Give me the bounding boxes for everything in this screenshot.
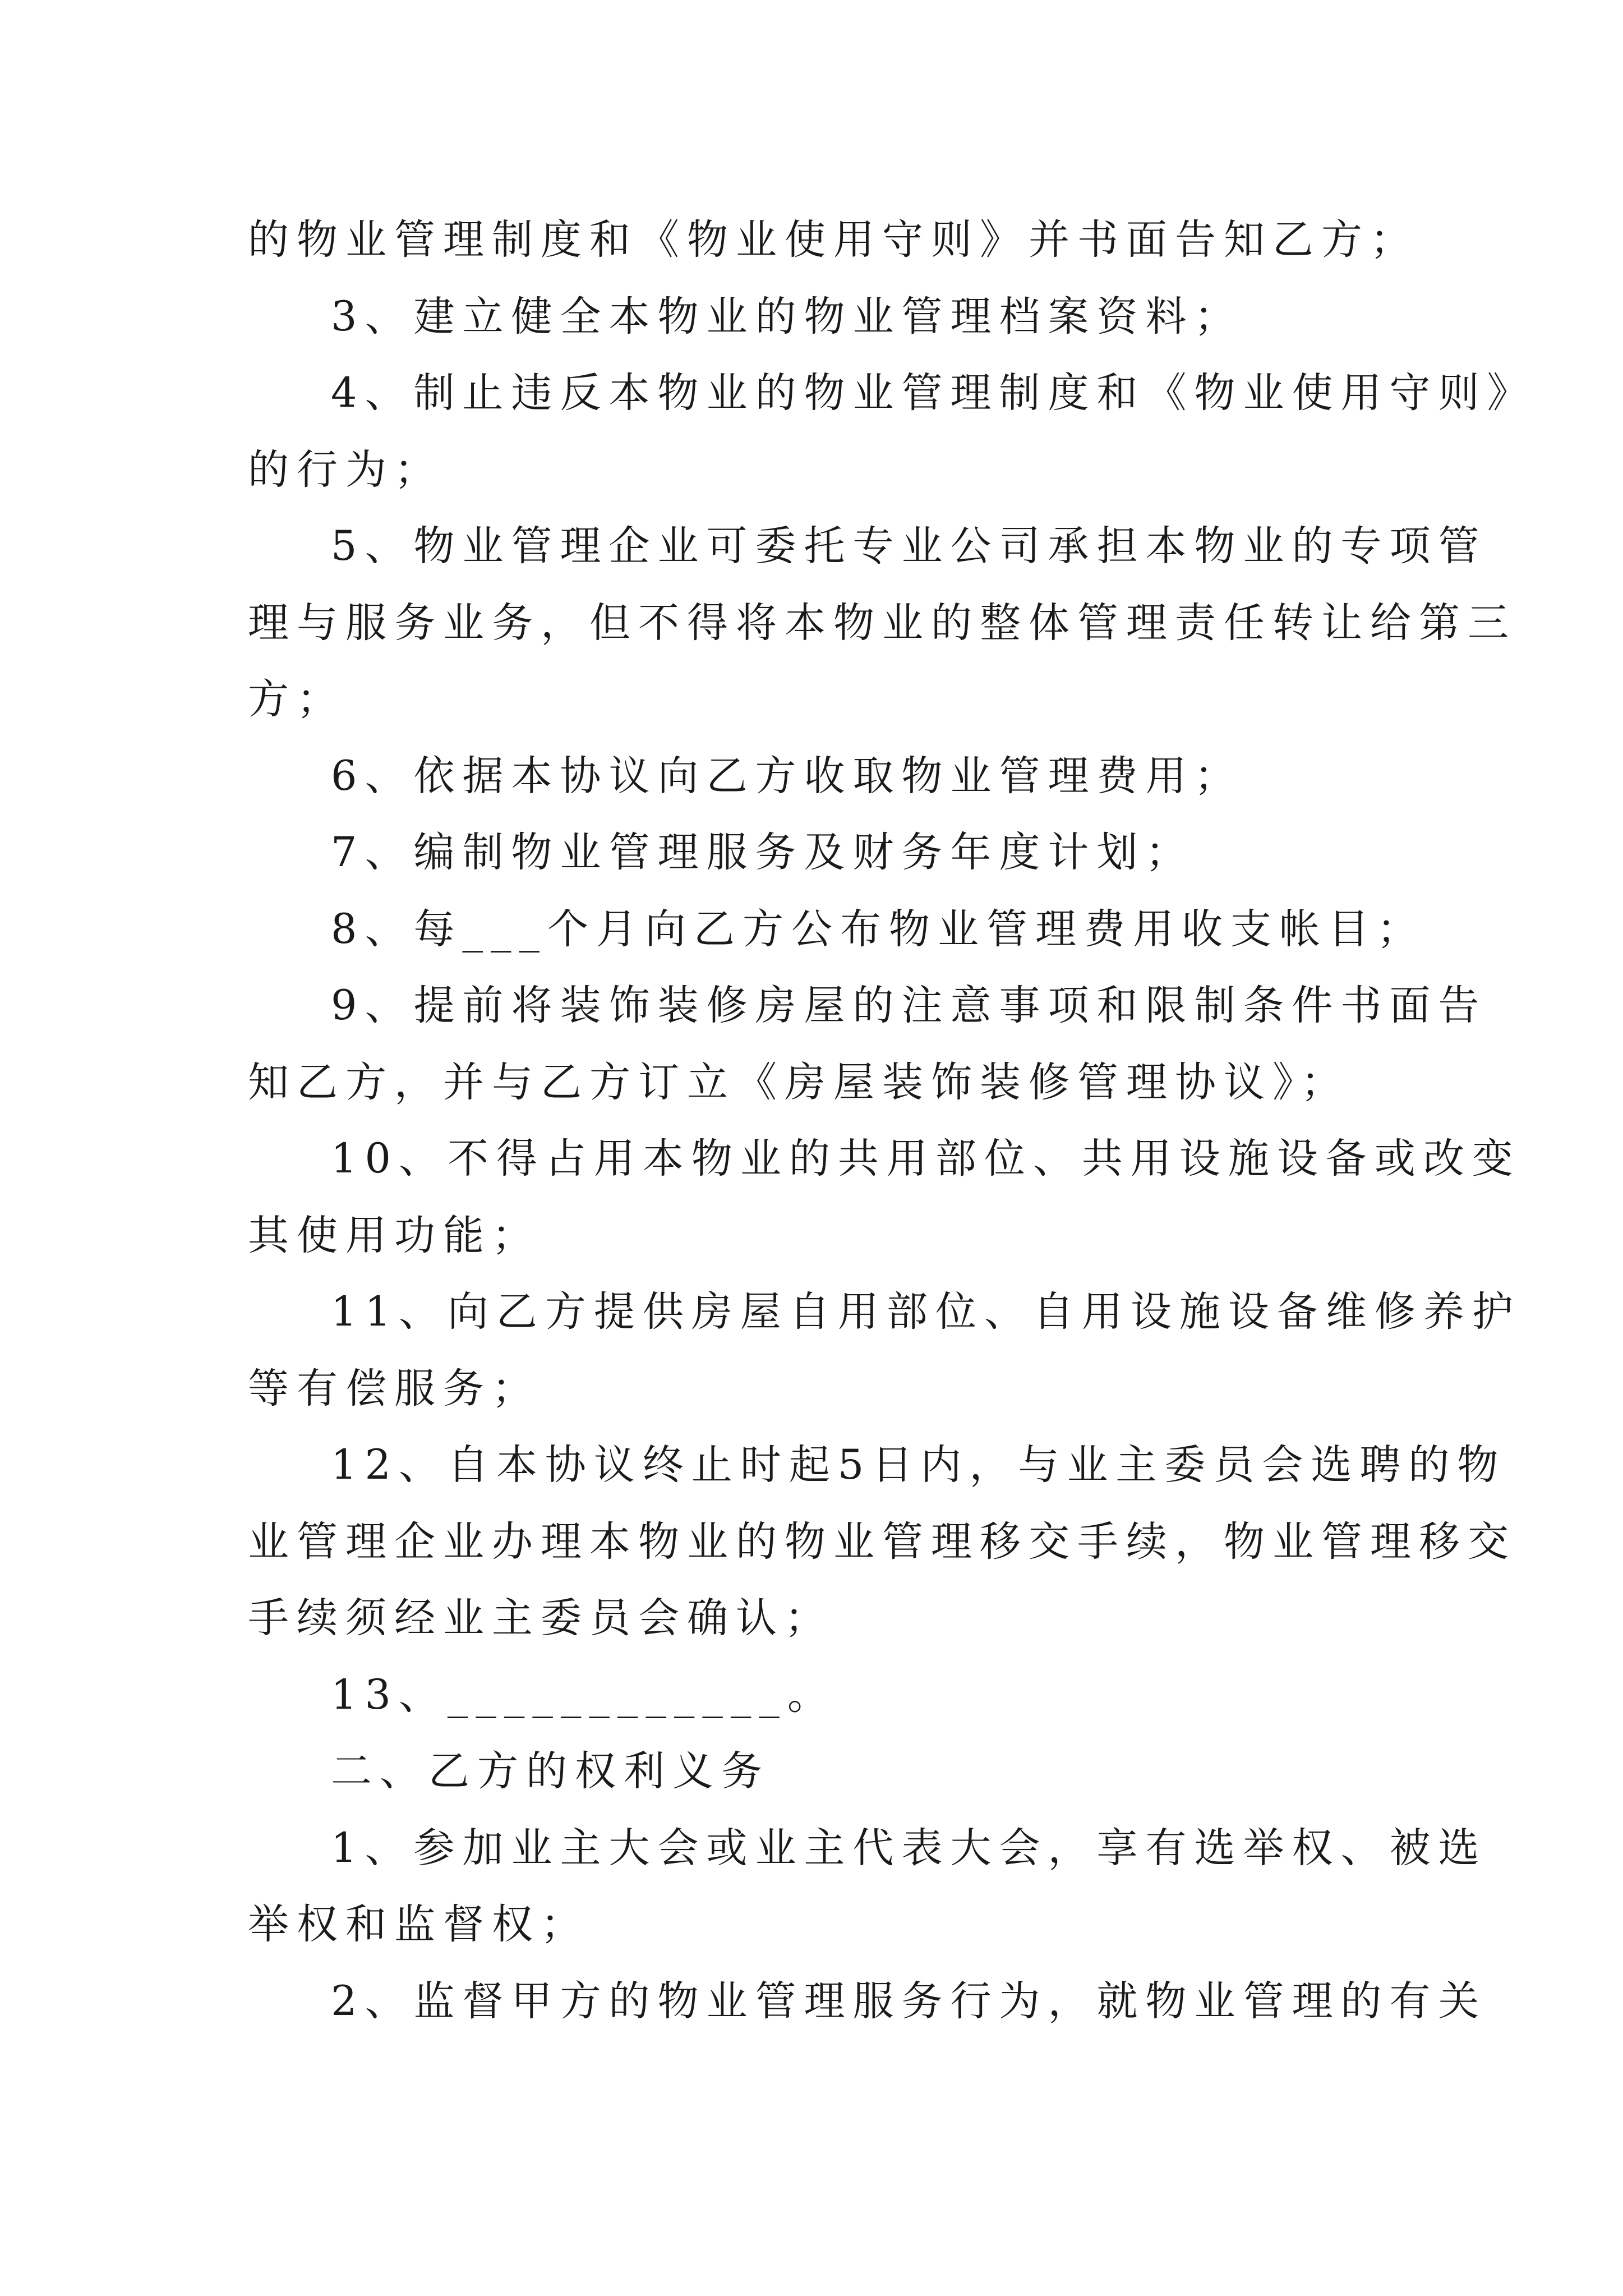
text-line: 6、依据本协议向乙方收取物业管理费用； — [331, 752, 1243, 800]
text-line: 方； — [248, 675, 345, 723]
text-line: 知乙方，并与乙方订立《房屋装饰装修管理协议》； — [248, 1058, 1350, 1106]
text-line: 其使用功能； — [248, 1211, 541, 1259]
text-line: 举权和监督权； — [248, 1901, 589, 1948]
document-body — [248, 202, 1536, 2040]
text-line: 10、不得占用本物业的共用部位、共用设施设备或改变 — [331, 1135, 1521, 1182]
text-line: 的物业管理制度和《物业使用守则》并书面告知乙方； — [248, 216, 1419, 264]
text-line: 13、____________。 — [331, 1671, 836, 1719]
text-line: 5、物业管理企业可委托专业公司承担本物业的专项管 — [331, 522, 1487, 570]
text-line: 的行为； — [248, 445, 443, 494]
text-line: 业管理企业办理本物业的物业管理移交手续，物业管理移交 — [248, 1517, 1516, 1566]
text-line: 1、参加业主大会或业主代表大会，享有选举权、被选 — [331, 1824, 1487, 1872]
section-heading: 二、乙方的权利义务 — [331, 1747, 770, 1795]
text-line: 7、编制物业管理服务及财务年度计划； — [331, 829, 1195, 876]
text-line: 2、监督甲方的物业管理服务行为，就物业管理的有关 — [331, 1977, 1487, 2025]
text-line: 9、提前将装饰装修房屋的注意事项和限制条件书面告 — [331, 982, 1487, 1029]
text-line: 11、向乙方提供房屋自用部位、自用设施设备维修养护 — [331, 1288, 1521, 1336]
text-line: 8、每___个月向乙方公布物业管理费用收支帐目； — [331, 905, 1426, 953]
text-line: 手续须经业主委员会确认； — [248, 1594, 833, 1642]
text-line: 3、建立健全本物业的物业管理档案资料； — [331, 292, 1243, 341]
text-line: 等有偿服务； — [248, 1364, 541, 1412]
text-line: 12、自本协议终止时起5日内，与业主委员会选聘的物 — [331, 1441, 1506, 1489]
text-line: 4、制止违反本物业的物业管理制度和《物业使用守则》 — [331, 369, 1536, 417]
text-line: 理与服务业务，但不得将本物业的整体管理责任转让给第三 — [248, 599, 1516, 647]
